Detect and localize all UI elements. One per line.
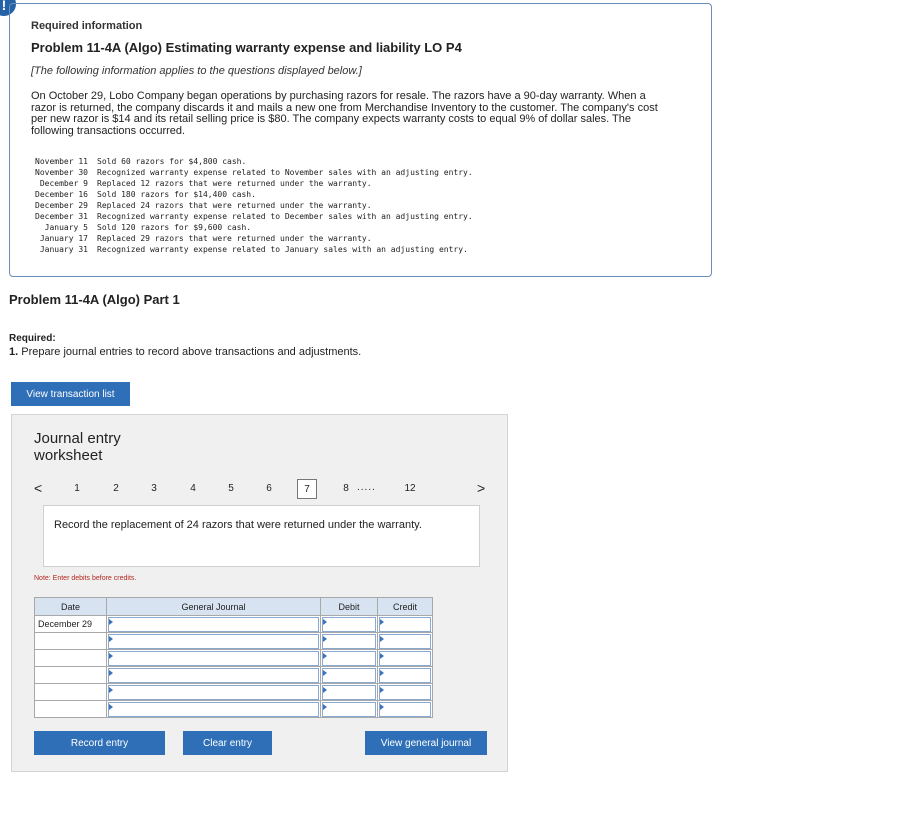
account-select[interactable]	[108, 668, 319, 683]
debit-input[interactable]	[322, 685, 376, 700]
transaction-row	[31, 211, 473, 222]
debit-input[interactable]	[322, 617, 376, 632]
credit-input[interactable]	[379, 668, 431, 683]
account-select[interactable]	[108, 651, 319, 666]
entry-page-7-active[interactable]: 7	[297, 479, 317, 499]
transaction-row	[31, 233, 473, 244]
debit-cell[interactable]	[321, 650, 378, 667]
transaction-row	[31, 178, 473, 189]
table-row	[35, 633, 433, 650]
account-select[interactable]	[108, 617, 319, 632]
transaction-row	[31, 244, 473, 255]
credit-input[interactable]	[379, 651, 431, 666]
required-label: Required:	[9, 333, 56, 344]
entry-pagination	[12, 479, 509, 501]
credit-cell[interactable]	[378, 667, 433, 684]
account-cell[interactable]	[107, 667, 321, 684]
credit-input[interactable]	[379, 634, 431, 649]
date-cell	[35, 650, 107, 667]
transaction-date: December 9	[39, 179, 88, 188]
transaction-date: December 31	[35, 212, 88, 221]
credit-cell[interactable]	[378, 701, 433, 718]
transaction-date: December 16	[35, 190, 88, 199]
account-cell[interactable]	[107, 616, 321, 633]
required-number: 1.	[9, 346, 19, 358]
date-column-header: Date	[35, 598, 107, 616]
part-title: Problem 11-4A (Algo) Part 1	[9, 292, 180, 307]
transaction-date: November 30	[35, 168, 88, 177]
journal-table	[34, 597, 433, 718]
account-cell[interactable]	[107, 633, 321, 650]
required-information-heading: Required information	[31, 20, 143, 32]
date-cell	[35, 701, 107, 718]
table-row	[35, 701, 433, 718]
entry-page-8[interactable]: 8	[343, 483, 349, 494]
transaction-desc: Sold 180 razors for $14,400 cash.	[97, 190, 256, 199]
required-instruction-text: Prepare journal entries to record above transactions and adjustments.	[21, 346, 362, 358]
date-cell	[35, 633, 107, 650]
general-journal-column-header: General Journal	[107, 598, 321, 616]
transaction-desc: Recognized warranty expense related to December sales with an adjusting entry.	[97, 212, 473, 221]
transaction-date: January 5	[44, 223, 88, 232]
debit-cell[interactable]	[321, 667, 378, 684]
journal-header-row	[35, 598, 433, 616]
credit-cell[interactable]	[378, 633, 433, 650]
transaction-desc: Recognized warranty expense related to November sales with an adjusting entry.	[97, 168, 473, 177]
debit-input[interactable]	[322, 634, 376, 649]
transaction-date: November 11	[35, 157, 88, 166]
prev-entry-arrow-icon[interactable]: <	[34, 480, 43, 496]
entry-page-2[interactable]: 2	[113, 483, 119, 494]
entry-page-5[interactable]: 5	[228, 483, 234, 494]
debit-cell[interactable]	[321, 684, 378, 701]
problem-title: Problem 11-4A (Algo) Estimating warranty expense and liability LO P4	[31, 40, 462, 55]
clear-entry-button[interactable]: Clear entry	[183, 731, 272, 755]
transaction-desc: Replaced 29 razors that were returned under the warranty.	[97, 234, 372, 243]
view-transaction-list-button[interactable]: View transaction list	[11, 382, 130, 406]
transaction-desc: Replaced 24 razors that were returned under the warranty.	[97, 201, 372, 210]
entry-prompt: Record the replacement of 24 razors that were returned under the warranty.	[43, 505, 480, 567]
date-cell: December 29	[35, 616, 107, 633]
credit-cell[interactable]	[378, 650, 433, 667]
transaction-date: January 31	[39, 245, 88, 254]
alert-icon: !	[0, 0, 16, 16]
credit-cell[interactable]	[378, 684, 433, 701]
table-row	[35, 616, 433, 633]
transaction-desc: Recognized warranty expense related to January sales with an adjusting entry.	[97, 245, 468, 254]
applies-note: [The following information applies to the questions displayed below.]	[31, 65, 362, 77]
record-entry-button[interactable]: Record entry	[34, 731, 165, 755]
transaction-desc: Sold 60 razors for $4,800 cash.	[97, 157, 247, 166]
account-select[interactable]	[108, 634, 319, 649]
account-cell[interactable]	[107, 650, 321, 667]
transaction-desc: Replaced 12 razors that were returned under the warranty.	[97, 179, 372, 188]
credit-input[interactable]	[379, 617, 431, 632]
required-instruction	[9, 346, 361, 358]
account-select[interactable]	[108, 702, 319, 717]
table-row	[35, 667, 433, 684]
pagination-ellipsis: .....	[357, 482, 376, 493]
transaction-date: January 17	[39, 234, 88, 243]
date-cell	[35, 684, 107, 701]
debit-input[interactable]	[322, 668, 376, 683]
entry-page-6[interactable]: 6	[266, 483, 272, 494]
credit-input[interactable]	[379, 702, 431, 717]
debit-cell[interactable]	[321, 616, 378, 633]
next-entry-arrow-icon[interactable]: >	[477, 480, 486, 496]
transaction-row	[31, 200, 473, 211]
credit-column-header: Credit	[378, 598, 433, 616]
entry-page-1[interactable]: 1	[74, 483, 80, 494]
transaction-desc: Sold 120 razors for $9,600 cash.	[97, 223, 252, 232]
view-general-journal-button[interactable]: View general journal	[365, 731, 487, 755]
debit-input[interactable]	[322, 702, 376, 717]
date-cell	[35, 667, 107, 684]
journal-entry-worksheet	[11, 414, 508, 772]
transaction-list	[31, 156, 473, 255]
account-cell[interactable]	[107, 684, 321, 701]
table-row	[35, 684, 433, 701]
entry-page-3[interactable]: 3	[151, 483, 157, 494]
debit-credit-note: Note: Enter debits before credits.	[34, 575, 137, 582]
entry-page-4[interactable]: 4	[190, 483, 196, 494]
entry-page-12[interactable]: 12	[404, 483, 416, 494]
transaction-row	[31, 156, 473, 167]
scenario-text: On October 29, Lobo Company began operations by purchasing razors for resale. The razors have a 90-day warranty. When a razor is returned, the company discards it and mails a new one from Merchandise Inventory to the customer. The company's cost per new razor is $14 and its retail selling price is $80. The company expects warranty costs to equal 9% of dollar sales. The following transactions occurred.	[31, 90, 658, 137]
account-cell[interactable]	[107, 701, 321, 718]
worksheet-title: Journal entry worksheet	[34, 430, 121, 464]
credit-cell[interactable]	[378, 616, 433, 633]
transaction-row	[31, 167, 473, 178]
debit-column-header: Debit	[321, 598, 378, 616]
transaction-date: December 29	[35, 201, 88, 210]
debit-cell[interactable]	[321, 633, 378, 650]
account-select[interactable]	[108, 685, 319, 700]
transaction-row	[31, 189, 473, 200]
debit-input[interactable]	[322, 651, 376, 666]
transaction-row	[31, 222, 473, 233]
debit-cell[interactable]	[321, 701, 378, 718]
table-row	[35, 650, 433, 667]
credit-input[interactable]	[379, 685, 431, 700]
